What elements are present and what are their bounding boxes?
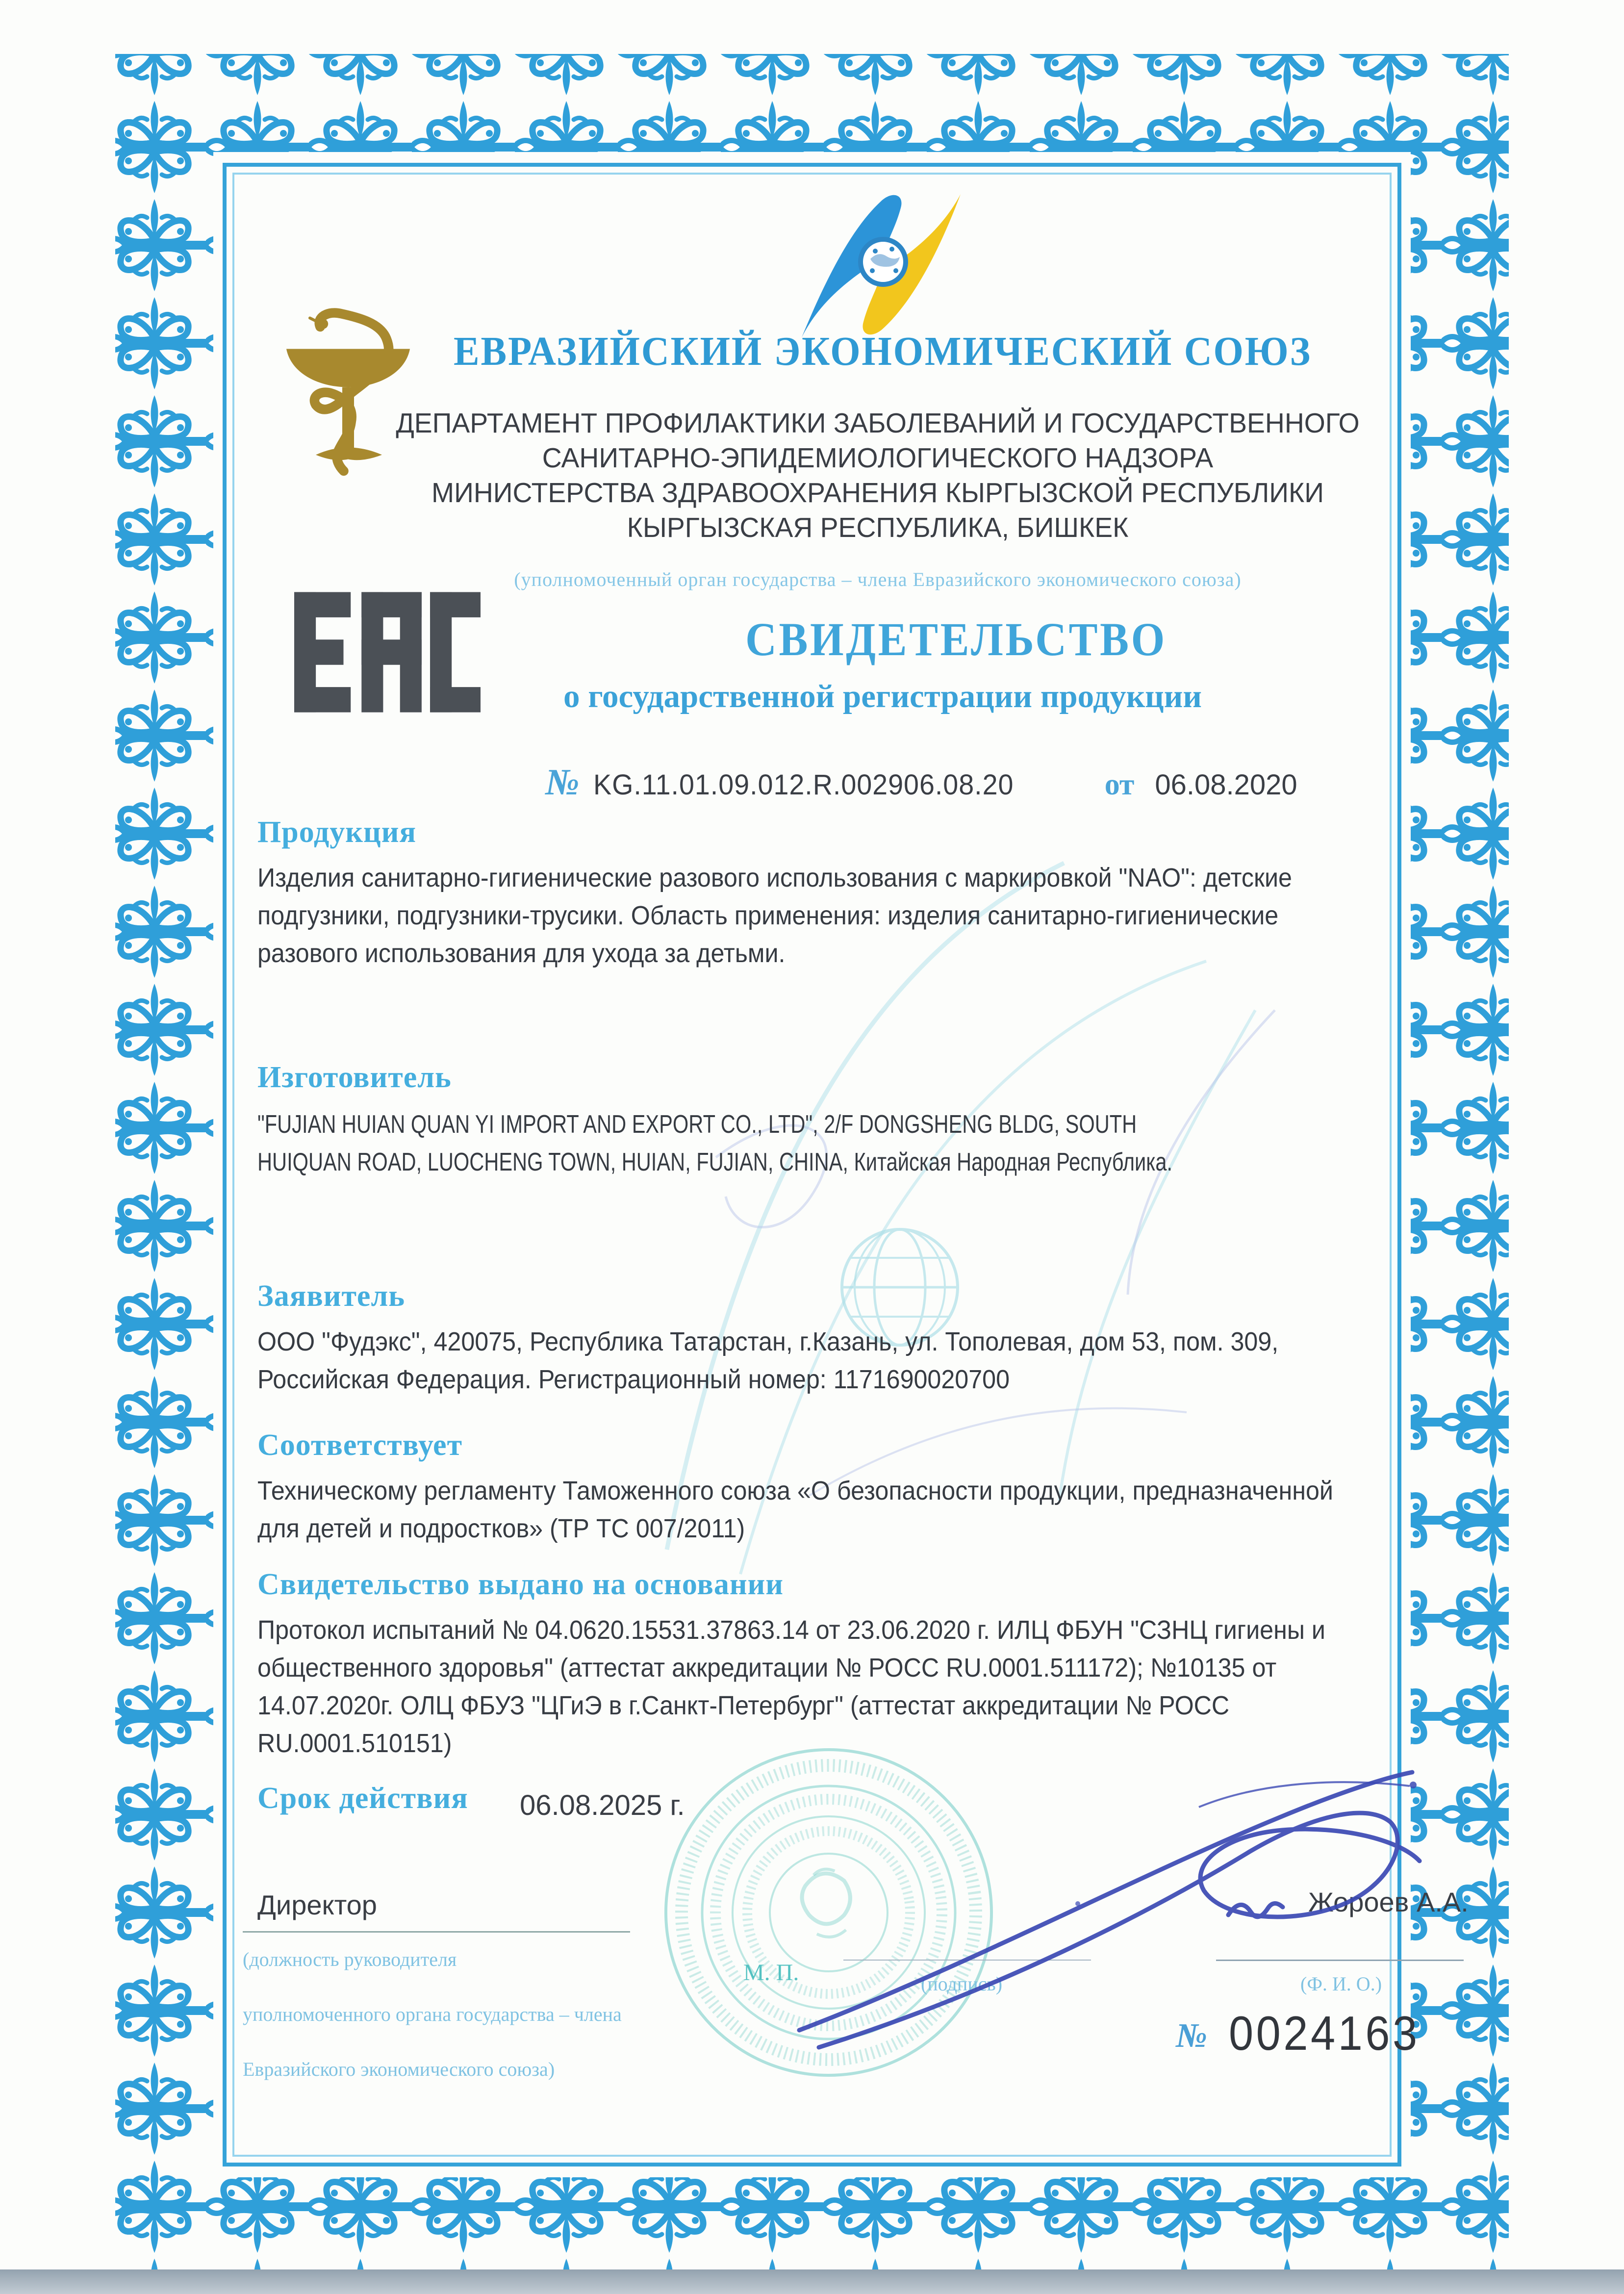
department-line: МИНИСТЕРСТВА ЗДРАВООХРАНЕНИЯ КЫРГЫЗСКОЙ РЕСПУБЛИКИ [431,477,1324,509]
date-label: от [1104,768,1135,801]
certificate-subtitle: о государственной регистрации продукции [563,678,1202,714]
eaeu-emblem-icon [782,182,978,344]
stamp-place-mark: М. П. [743,1960,799,1986]
authority-note: (уполномоченный орган государства – члена Евразийского экономического союза) [514,568,1242,590]
blank-number-value: 0024163 [1229,2006,1420,2060]
name-caption: (Ф. И. О.) [1300,1973,1382,1995]
text-line: HUIQUAN ROAD, LUOCHENG TOWN, HUIAN, FUJIAN, CHINA, Китайская Народная Республика. [257,1148,1173,1176]
certificate-number-line [545,761,1297,804]
union-title: ЕВРАЗИЙСКИЙ ЭКОНОМИЧЕСКИЙ СОЮЗ [453,329,1312,374]
scan-edge-strip [0,2269,1624,2294]
text-line: 14.07.2020г. ОЛЦ ФБУЗ "ЦГиЭ в г.Санкт-Петербург" (аттестат аккредитации № РОСС [257,1691,1230,1720]
text-line: подгузники, подгузники-трусики. Область применения: изделия санитарно-гигиенические [257,901,1279,930]
text-line: Российская Федерация. Регистрационный номер: 1171690020700 [257,1365,1010,1394]
section-body-product [257,859,1370,972]
text-line: RU.0001.510151) [257,1729,452,1758]
holder-name: Жороев А.А. [1308,1886,1469,1917]
section-body-conforms [257,1472,1414,1548]
section-heading-conforms: Соответствует [257,1428,463,1462]
certificate-title: СВИДЕТЕЛЬСТВО [745,613,1167,665]
department-line: КЫРГЫЗСКАЯ РЕСПУБЛИКА, БИШКЕК [627,512,1129,543]
department-line: ДЕПАРТАМЕНТ ПРОФИЛАКТИКИ ЗАБОЛЕВАНИЙ И ГОСУДАРСТВЕННОГО [396,408,1360,439]
text-line: Техническому регламенту Таможенного союза «О безопасности продукции, предназначенной [257,1476,1333,1505]
section-heading-product: Продукция [257,816,416,849]
text-line: ООО "Фудэкс", 420075, Республика Татарстан, г.Казань, ул. Тополевая, дом 53, пом. 309, [257,1327,1279,1356]
text-line: разового использования для ухода за детьми. [257,939,786,968]
certificate-number: KG.11.01.09.012.R.002906.08.20 [593,769,1014,801]
section-heading-applicant: Заявитель [257,1279,406,1313]
position-caption-line: уполномоченного органа государства – члена [243,2003,622,2025]
section-body-applicant [257,1323,1355,1399]
text-line: для детей и подростков» (ТР ТС 007/2011) [257,1514,745,1543]
validity-value: 06.08.2025 г. [520,1789,685,1821]
blank-number-sign: № [1176,2017,1208,2055]
director-label: Директор [257,1889,377,1920]
validity-label: Срок действия [257,1782,468,1815]
text-line: Протокол испытаний № 04.0620.15531.37863.14 от 23.06.2020 г. ИЛЦ ФБУН "СЗНЦ гигиены и [257,1615,1325,1645]
certificate-date: 06.08.2020 [1155,769,1297,801]
text-line: "FUJIAN HUIAN QUAN YI IMPORT AND EXPORT CO., LTD", 2/F DONGSHENG BLDG, SOUTH [257,1110,1137,1139]
section-heading-basis: Свидетельство выдано на основании [257,1568,784,1601]
position-caption-line: (должность руководителя [243,1948,457,1970]
section-heading-manufacturer: Изготовитель [257,1061,452,1094]
position-caption-line: Евразийского экономического союза) [243,2058,555,2080]
signature-caption: (подпись) [921,1973,1003,1995]
department-lines [331,406,1425,545]
number-sign: № [545,762,580,803]
department-line: САНИТАРНО-ЭПИДЕМИОЛОГИЧЕСКОГО НАДЗОРА [542,442,1214,474]
text-line: общественного здоровья" (аттестат аккредитации № РОСС RU.0001.511172); №10135 от [257,1653,1277,1682]
position-underline [243,1931,630,1933]
section-body-manufacturer [257,1106,1401,1181]
text-line: Изделия санитарно-гигиенические разового использования с маркировкой "NAO": детские [257,863,1292,892]
